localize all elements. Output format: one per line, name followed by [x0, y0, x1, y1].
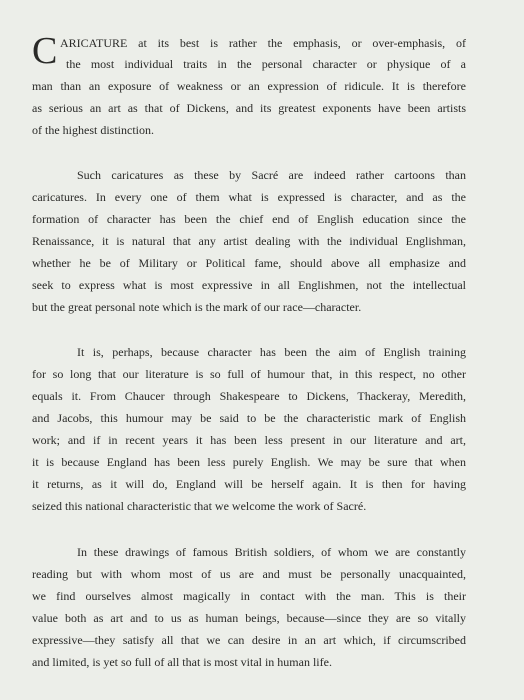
paragraph-line: seized this national characteristic that we welcome the work of Sacré.: [32, 499, 367, 513]
paragraph-line: ARICATURE at its best is rather the emphasis, or over-emphasis, of: [60, 36, 466, 50]
paragraph-line: whether he be of Military or Political fame, should above all emphasize and: [32, 256, 466, 270]
paragraph-line: the most individual traits in the personal character or physique of a: [66, 57, 466, 71]
paragraph-line: as serious an art as that of Dickens, and its greatest exponents have been artists: [32, 101, 466, 115]
paragraph-line: for so long that our literature is so full of humour that, in this respect, no other: [32, 367, 466, 381]
paragraph-line: and Jacobs, this humour may be said to be the characteristic mark of English: [32, 411, 466, 425]
paragraph-line: man than an exposure of weakness or an expression of ridicule. It is therefore: [32, 79, 466, 93]
paragraph-line: value both as art and to us as human beings, because—since they are so vitally: [32, 611, 466, 625]
paragraph-line: caricatures. In every one of them what is expressed is character, and as the: [32, 190, 466, 204]
paragraph-line: seek to express what is most expressive in all Englishmen, not the intellectual: [32, 278, 466, 292]
paragraph-line: reading but with whom most of us are and must be personally unacquainted,: [32, 567, 466, 581]
paragraph-line: and limited, is yet so full of all that is most vital in human life.: [32, 655, 332, 669]
paragraph-line: In these drawings of famous British soldiers, of whom we are constantly: [77, 545, 466, 559]
paragraph-line: expressive—they satisfy all that we can desire in an art which, if circumscribed: [32, 633, 466, 647]
paragraph-line: It is, perhaps, because character has been the aim of English training: [77, 345, 466, 359]
paragraph-line: work; and if in recent years it has been less present in our literature and art,: [32, 433, 466, 447]
paragraph-line: but the great personal note which is the mark of our race—character.: [32, 300, 362, 314]
paragraph-line: of the highest distinction.: [32, 123, 154, 137]
paragraph-line: Such caricatures as these by Sacré are indeed rather cartoons than: [77, 168, 466, 182]
paragraph-line: it is because England has been less purely English. We may be sure that when: [32, 455, 466, 469]
drop-cap: C: [32, 30, 58, 72]
paragraph-line: formation of character has been the chief end of English education since the: [32, 212, 466, 226]
paragraph-line: Renaissance, it is natural that any artist dealing with the individual Englishman,: [32, 234, 466, 248]
paragraph-line: equals it. From Chaucer through Shakespeare to Dickens, Thackeray, Meredith,: [32, 389, 466, 403]
paragraph-line: it returns, as it will do, England will be herself again. It is then for having: [32, 477, 466, 491]
paragraph-line: we find ourselves almost magically in contact with the man. This is their: [32, 589, 466, 603]
